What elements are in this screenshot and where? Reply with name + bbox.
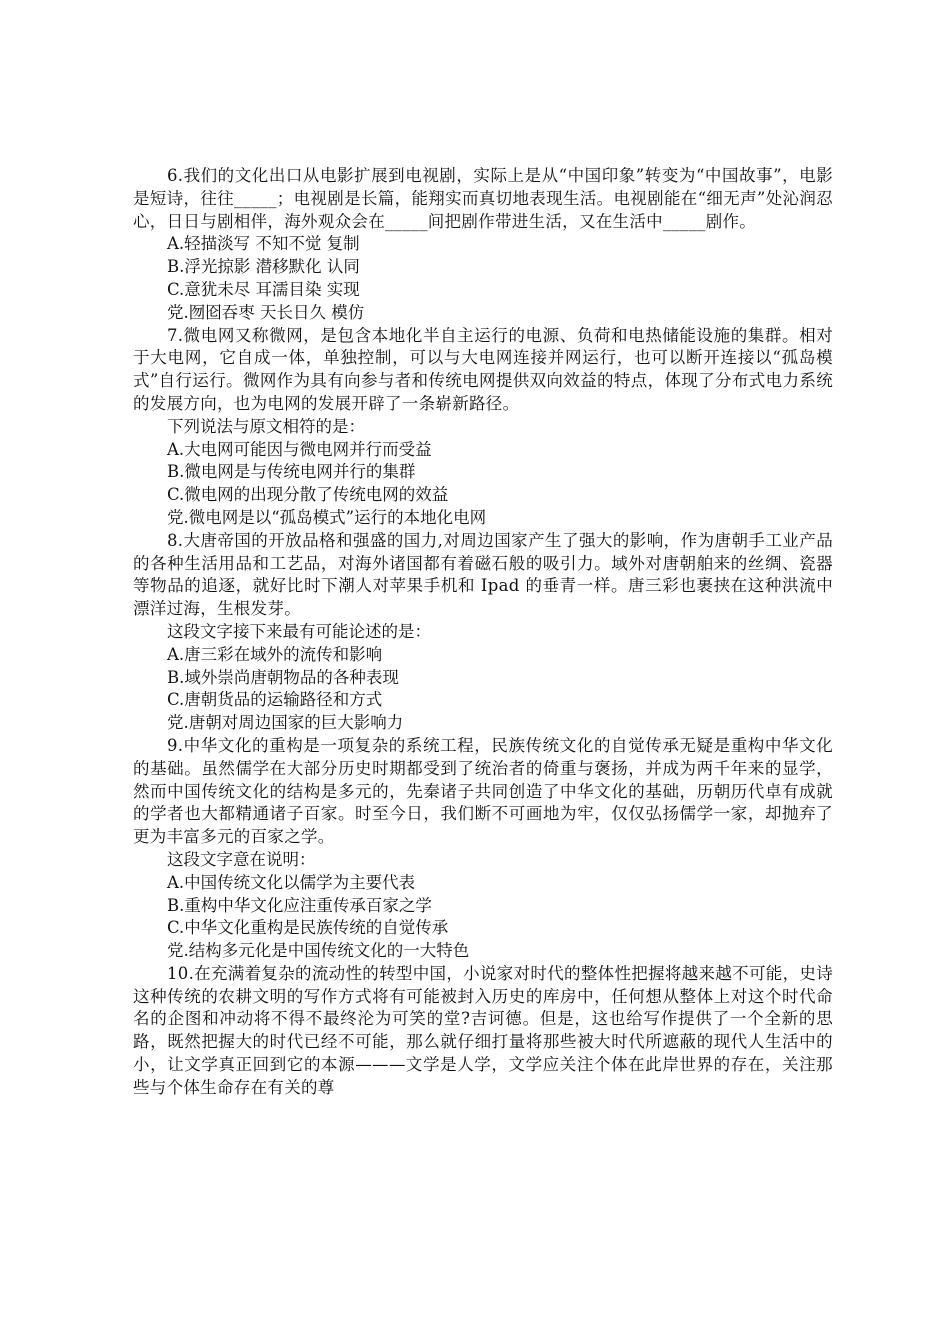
question-9	[133, 735, 833, 963]
question-stem: 9.中华文化的重构是一项复杂的系统工程，民族传统文化的自觉传承无疑是重构中华文化的基础。虽然儒学在大部分历史时期都受到了统治者的倚重与褒扬，并成为两千年来的显学，然而中国传统文化的结构是多元的，先秦诸子共同创造了中华文化的基础，历朝历代卓有成就的学者也大都精通诸子百家。时至今日，我们断不可画地为牢，仅仅弘扬儒学一家，却抛弃了更为丰富多元的百家之学。	[133, 735, 833, 847]
question-stem: 8.大唐帝国的开放品格和强盛的国力,对周边国家产生了强大的影响，作为唐朝手工业产品的各种生活用品和工艺品，对海外诸国都有着磁石般的吸引力。域外对唐朝舶来的丝绸、瓷器等物品的追逐，就好比时下潮人对苹果手机和 Ipad 的垂青一样。唐三彩也裹挟在这种洪流中漂洋过海，生根发芽。	[133, 530, 833, 619]
option-d: 党.囫囵吞枣 天长日久 模仿	[167, 302, 365, 322]
option-d: 党.微电网是以“孤岛模式”运行的本地化电网	[167, 507, 487, 527]
option-b: B.浮光掠影 潜移默化 认同	[167, 257, 360, 277]
question-8	[133, 530, 833, 735]
option-c: C.中华文化重构是民族传统的自觉传承	[167, 918, 449, 938]
option-b: B.域外崇尚唐朝物品的各种表现	[167, 667, 399, 687]
option-b: B.重构中华文化应注重传承百家之学	[167, 895, 432, 915]
question-6	[133, 165, 833, 325]
question-prompt: 这段文字接下来最有可能论述的是：	[167, 621, 431, 641]
question-list	[133, 165, 833, 1100]
option-c: C.微电网的出现分散了传统电网的效益	[167, 485, 449, 505]
option-d: 党.结构多元化是中国传统文化的一大特色	[167, 941, 470, 961]
question-7	[133, 325, 833, 530]
question-stem: 7.微电网又称微网，是包含本地化半自主运行的电源、负荷和电热储能设施的集群。相对于大电网，它自成一体，单独控制，可以与大电网连接并网运行，也可以断开连接以“孤岛模式”自行运行。微网作为具有向参与者和传统电网提供双向效益的特点，体现了分布式电力系统的发展方向，也为电网的发展开辟了一条崭新路径。	[133, 325, 833, 413]
option-a: A.大电网可能因与微电网并行而受益	[167, 439, 432, 459]
question-stem: 6.我们的文化出口从电影扩展到电视剧，实际上是从“中国印象”转变为“中国故事”，电影是短诗，往往_____；电视剧是长篇，能翔实而真切地表现生活。电视剧能在“细无声”处沁润忍心，日日与剧相伴，海外观众会在_____间把剧作带进生活，又在生活中_____剧作。	[133, 166, 833, 231]
question-10	[133, 963, 833, 1100]
option-d: 党.唐朝对周边国家的巨大影响力	[167, 713, 404, 733]
question-prompt: 这段文字意在说明：	[167, 849, 316, 869]
option-b: B.微电网是与传统电网并行的集群	[167, 462, 416, 482]
option-c: C.意犹未尽 耳濡目染 实现	[167, 279, 360, 299]
option-a: A.唐三彩在域外的流传和影响	[167, 644, 383, 664]
question-prompt: 下列说法与原文相符的是：	[167, 416, 365, 436]
question-stem: 10.在充满着复杂的流动性的转型中国，小说家对时代的整体性把握将越来越不可能，史诗这种传统的农耕文明的写作方式将有可能被封入历史的库房中，任何想从整体上对这个时代命名的企图和冲动将不得不最终沦为可笑的堂?吉诃德。但是，这也给写作提供了一个全新的思路，既然把握大的时代已经不可能，那么就仔细打量将那些被大时代所遮蔽的现代人生活中的小，让文学真正回到它的本源———文学是人学，文学应关注个体在此岸世界的存在，关注那些与个体生命存在有关的尊	[133, 963, 833, 1097]
option-a: A.中国传统文化以儒学为主要代表	[167, 872, 416, 892]
option-a: A.轻描淡写 不知不觉 复制	[167, 234, 360, 254]
option-c: C.唐朝货品的运输路径和方式	[167, 690, 383, 710]
